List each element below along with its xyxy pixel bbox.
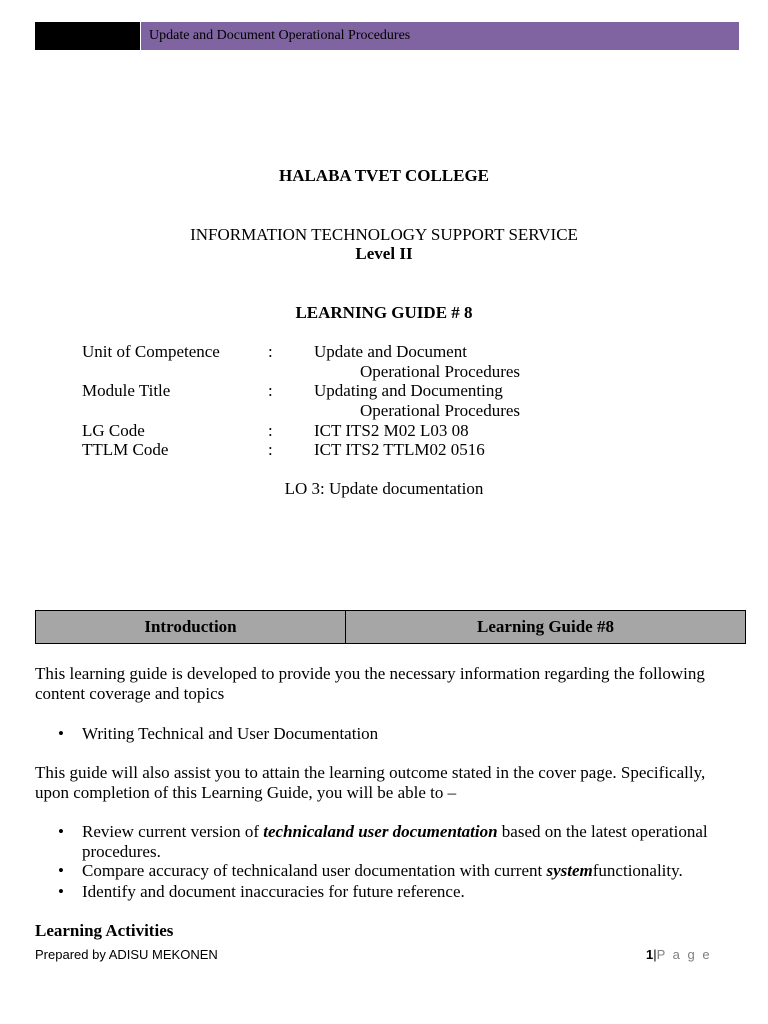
bullet-icon: • xyxy=(58,861,64,880)
outcome-item xyxy=(82,822,742,862)
field-value: Updating and Documenting xyxy=(314,381,503,400)
guide-number-cell: Learning Guide #8 xyxy=(346,611,746,644)
activities-heading: Learning Activities xyxy=(35,921,174,940)
field-label: Unit of Competence xyxy=(82,342,220,361)
guide-title: LEARNING GUIDE # 8 xyxy=(295,303,473,322)
page-number: 1 xyxy=(646,947,654,962)
topic-item: Writing Technical and User Documentation xyxy=(82,724,379,743)
bullet-icon: • xyxy=(58,822,64,841)
page-label: P a g e xyxy=(656,947,712,962)
program-name: INFORMATION TECHNOLOGY SUPPORT SERVICE xyxy=(190,225,578,244)
page-separator: | xyxy=(653,947,657,962)
field-label: TTLM Code xyxy=(82,440,169,459)
outcome-text: Compare accuracy of technicaland user documentation with current xyxy=(82,861,547,880)
outcome-paragraph: This guide will also assist you to attain the learning outcome stated in the cover page. Specifically, upon completion of this Learning Guide, you will be able to – xyxy=(35,763,706,802)
field-colon: : xyxy=(268,381,273,400)
bullet-icon: • xyxy=(58,882,64,901)
header-black-block xyxy=(35,22,140,50)
outcome-emphasis: system xyxy=(546,861,593,880)
bullet-icon: • xyxy=(58,724,64,743)
field-value: Update and Document xyxy=(314,342,467,361)
header-bar xyxy=(141,22,739,50)
outcome-item xyxy=(82,882,742,902)
level-label: Level II xyxy=(355,244,413,263)
outcome-text: based on the latest operational procedures. xyxy=(82,822,708,861)
footer-page xyxy=(646,947,712,962)
college-name: HALABA TVET COLLEGE xyxy=(278,166,490,185)
intro-paragraph: This learning guide is developed to provide you the necessary information regarding the following content coverage and topics xyxy=(35,664,705,703)
outcome-text: functionality. xyxy=(592,861,683,880)
intro-table xyxy=(35,610,746,644)
field-colon: : xyxy=(268,342,273,361)
header-title: Update and Document Operational Procedures xyxy=(149,28,411,43)
field-label: Module Title xyxy=(82,381,171,400)
outcome-item xyxy=(82,861,742,881)
learning-outcome: LO 3: Update documentation xyxy=(284,479,484,498)
outcome-emphasis: technicaland user documentation xyxy=(263,822,498,841)
field-label: LG Code xyxy=(82,421,145,440)
field-colon: : xyxy=(268,421,273,440)
field-value-continued: Operational Procedures xyxy=(360,362,521,381)
footer-prepared-by: Prepared by ADISU MEKONEN xyxy=(35,947,218,962)
field-colon: : xyxy=(268,440,273,459)
field-value: ICT ITS2 TTLM02 0516 xyxy=(314,440,485,459)
field-value: ICT ITS2 M02 L03 08 xyxy=(314,421,469,440)
outcome-text: Review current version of xyxy=(82,822,264,841)
field-value-continued: Operational Procedures xyxy=(360,401,521,420)
intro-cell: Introduction xyxy=(36,611,346,644)
outcome-text: Identify and document inaccuracies for future reference. xyxy=(82,882,465,901)
